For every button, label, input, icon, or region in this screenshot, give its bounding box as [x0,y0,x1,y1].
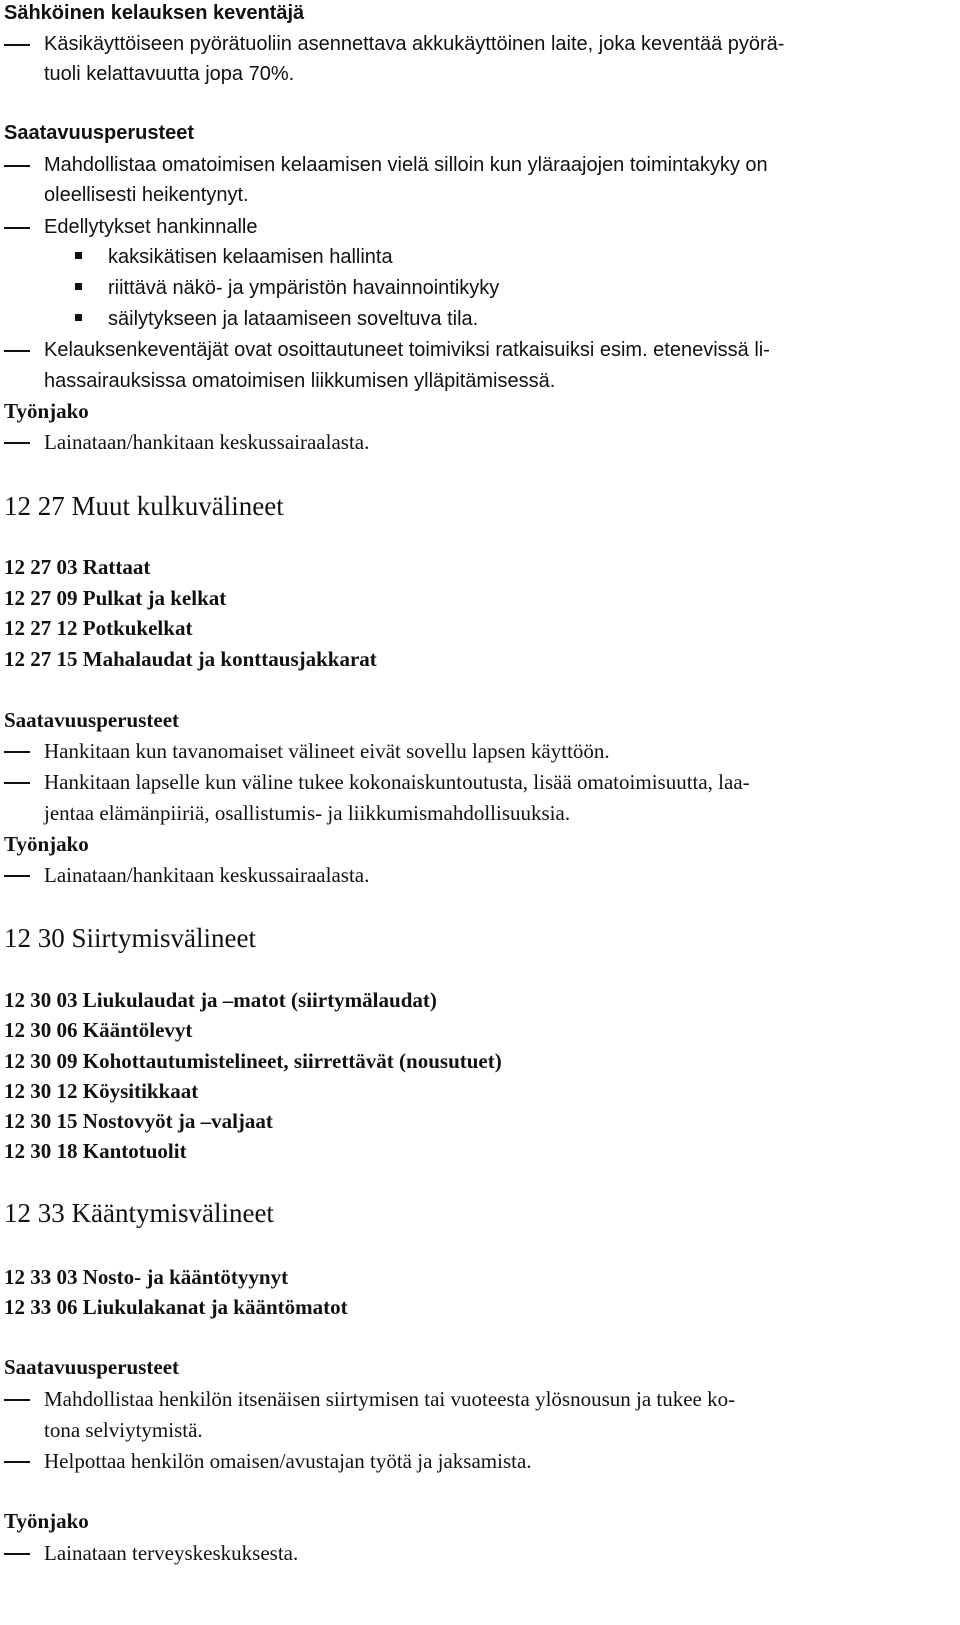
item-code: 12 30 09 Kohottautumistelineet, siirrettävät (nousutuet) [4,1049,502,1073]
bullet-continuation: tona selviytymistä. [44,1418,203,1442]
sub-bullet-text: säilytykseen ja lataamiseen soveltuva tila. [108,308,479,330]
bullet-text: Mahdollistaa omatoimisen kelaamisen vielä silloin kun yläraajojen toimintakyky on [44,154,768,176]
item-code: 12 30 15 Nostovyöt ja –valjaat [4,1109,273,1133]
section-heading: 12 30 Siirtymisvälineet [4,923,256,953]
bullet-continuation: tuoli kelattavuutta jopa 70%. [44,63,295,85]
item-code: 12 33 06 Liukulakanat ja kääntömatot [4,1295,348,1319]
bullet-continuation: oleellisesti heikentynyt. [44,184,249,206]
item-code: 12 27 09 Pulkat ja kelkat [4,586,227,610]
bullet-text: Lainataan/hankitaan keskussairaalasta. [44,863,370,887]
subheading-saatavuusperusteet: Saatavuusperusteet [4,1355,180,1379]
bullet-text: Lainataan/hankitaan keskussairaalasta. [44,430,370,454]
item-code: 12 33 03 Nosto- ja kääntötyynyt [4,1265,289,1289]
subheading-tyonjako: Työnjako [4,832,89,856]
item-code: 12 27 12 Potkukelkat [4,616,193,640]
subheading-saatavuusperusteet: Saatavuusperusteet [4,708,180,732]
bullet-text: Lainataan terveyskeskuksesta. [44,1541,299,1565]
bullet-continuation: jentaa elämänpiiriä, osallistumis- ja liikkumismahdollisuuksia. [44,801,571,825]
sub-bullet-text: riittävä näkö- ja ympäristön havainnointikyky [108,277,500,299]
subheading-saatavuusperusteet: Saatavuusperusteet [4,122,195,144]
bullet-text: Edellytykset hankinnalle [44,216,258,238]
bullet-text: Hankitaan lapselle kun väline tukee kokonaiskuntoutusta, lisää omatoimisuutta, laa- [44,770,750,794]
bullet-text: Helpottaa henkilön omaisen/avustajan työtä ja jaksamista. [44,1449,532,1473]
section-title: Sähköinen kelauksen keventäjä [4,2,305,24]
subheading-tyonjako: Työnjako [4,399,89,423]
bullet-continuation: hassairauksissa omatoimisen liikkumisen ylläpitämisessä. [44,370,556,392]
sub-bullet-text: kaksikätisen kelaamisen hallinta [108,246,393,268]
item-code: 12 30 06 Kääntölevyt [4,1018,193,1042]
bullet-text: Hankitaan kun tavanomaiset välineet eivät sovellu lapsen käyttöön. [44,739,610,763]
section-heading: 12 33 Kääntymisvälineet [4,1198,274,1228]
bullet-text: Mahdollistaa henkilön itsenäisen siirtymisen tai vuoteesta ylösnousun ja tukee ko- [44,1387,736,1411]
section-heading: 12 27 Muut kulkuvälineet [4,491,284,521]
item-code: 12 27 15 Mahalaudat ja konttausjakkarat [4,647,377,671]
item-code: 12 30 12 Köysitikkaat [4,1079,199,1103]
subheading-tyonjako: Työnjako [4,1509,89,1533]
bullet-text: Kelauksenkeventäjät ovat osoittautuneet toimiviksi ratkaisuiksi esim. etenevissä li- [44,339,770,361]
bullet-text: Käsikäyttöiseen pyörätuoliin asennettava akkukäyttöinen laite, joka keventää pyörä- [44,33,785,55]
item-code: 12 30 18 Kantotuolit [4,1139,187,1163]
item-code: 12 27 03 Rattaat [4,555,151,579]
item-code: 12 30 03 Liukulaudat ja –matot (siirtymälaudat) [4,988,437,1012]
